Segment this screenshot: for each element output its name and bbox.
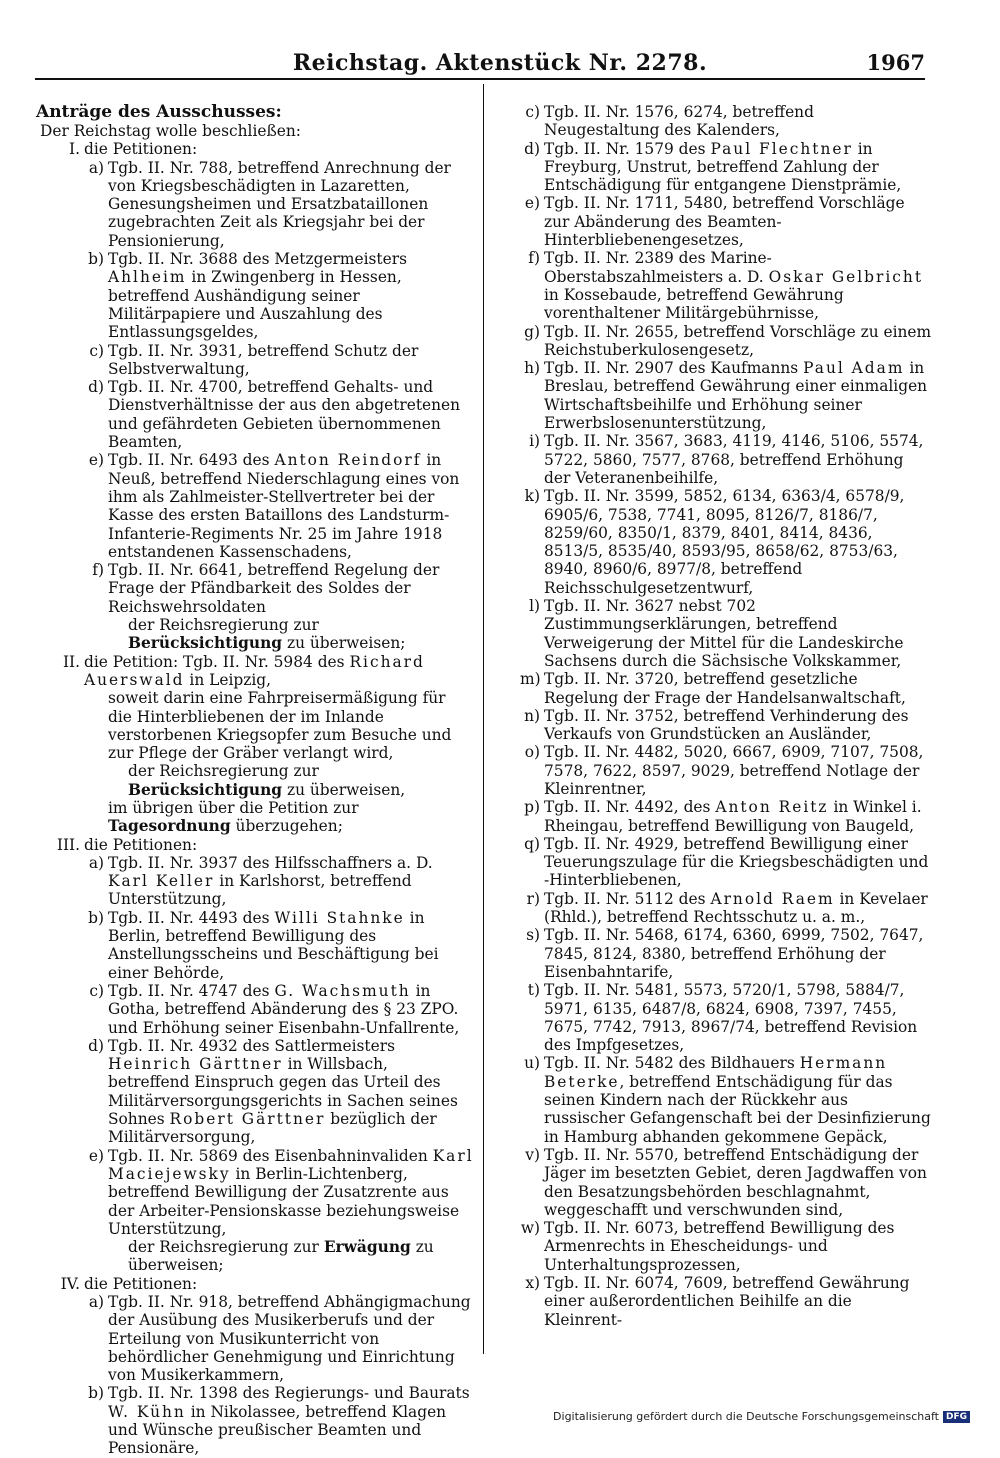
list-item: c) Tgb. II. Nr. 1576, 6274, betreffend Neugestaltung des Kalenders, [525,103,814,140]
resolution-text: im übrigen über die Petition zur Tagesordnung überzugehen; [108,798,359,836]
list-item: s) Tgb. II. Nr. 5468, 6174, 6360, 6999, 7502, 7647, 7845, 8124, 8380, betreffend Erhöhung der Eisenbahntarife, [526,926,924,981]
person-name: Robert Gärttner [169,1110,326,1129]
petition-body: soweit darin eine Fahrpreisermäßigung für die Hinterbliebenen der im Inlande verstorbenen Kriegsopfer zum Besuche und zur Pflege der Gräber verlangt wird, [108,689,452,763]
list-item: i) Tgb. II. Nr. 3567, 3683, 4119, 4146, 5106, 5574, 5722, 5860, 7577, 8768, betreffend Erhöhung der Veteranenbeihilfe, [529,432,924,487]
column-divider [483,84,484,1354]
list-item: d) Tgb. II. Nr. 4700, betreffend Gehalts- und Dienstverhältnisse der aus den abgetretenen und gefährdeten Gebieten übernommenen Beamten, [88,378,461,452]
list-item: t) Tgb. II. Nr. 5481, 5573, 5720/1, 5798, 5884/7, 5971, 6135, 6487/8, 6824, 6908, 7397, 7455, 7675, 7742, 7913, 8967/74, betreffend Revision des Impfgesetzes, [527,981,918,1055]
section-ii-heading: II. die Petition: Tgb. II. Nr. 5984 des Richard Auerswald in Leipzig, [36,653,474,690]
person-name: W. Kühn [108,1402,186,1421]
person-name: Paul Flechtner [710,139,853,158]
list-item: d) Tgb. II. Nr. 4932 des Sattlermeisters Heinrich Gärttner in Willsbach, betreffend Einspruch gegen das Urteil des Militärversorgungsgerichts in Sachen seines Sohnes Robert Gärttner bezüglich der Militärversorgung, [88,1036,458,1147]
person-name: Richard Auerswald [84,652,425,689]
dfg-logo-icon: DFG [943,1411,970,1423]
roman-numeral: III. [56,835,80,854]
person-name: Paul Adam [803,359,905,378]
roman-numeral: IV. [60,1274,80,1293]
list-item: p) Tgb. II. Nr. 4492, des Anton Reitz in Winkel i. Rheingau, betreffend Bewilligung von Baugeld, [524,798,922,835]
person-name: Oskar Gelbricht [768,267,924,286]
intro-text: Der Reichstag wolle beschließen: [40,122,301,140]
list-item: m) Tgb. II. Nr. 3720, betreffend gesetzliche Regelung der Frage der Handelsanwaltschaft, [520,670,906,707]
list-item: q) Tgb. II. Nr. 4929, betreffend Bewilligung einer Teuerungszulage für die Kriegsbeschädigten und -Hinterbliebenen, [524,834,929,890]
resolution-text: der Reichsregierung zur Berücksichtigung zu überweisen; [128,616,406,653]
person-name: Karl Maciejewsky [108,1146,474,1183]
page-header [0,0,1000,80]
list-item: l) Tgb. II. Nr. 3627 nebst 702 Zustimmungserklärungen, betreffend Verweigerung der Mittel für die Landeskirche Sachsens durch die Sächsische Volkskammer, [529,597,904,670]
person-name: Heinrich Gärttner [108,1055,283,1074]
list-item: b) Tgb. II. Nr. 3688 des Metzgermeisters Ahlheim in Zwingenberg in Hessen, betreffend Aushändigung seiner Militärpapiere und Auszahlung des Entlassungsgeldes, [88,250,407,342]
left-column [36,102,474,1458]
list-item: a) Tgb. II. Nr. 3937 des Hilfsschaffners a. D. Karl Keller in Karlshorst, betreffend Unterstützung, [88,853,433,909]
list-item: g) Tgb. II. Nr. 2655, betreffend Vorschläge zu einem Reichstuberkulosengesetz, [524,322,932,359]
list-item: f) Tgb. II. Nr. 6641, betreffend Regelung der Frage der Pfändbarkeit des Soldes der Reichswehrsoldaten [92,561,440,616]
person-name: Anton Reitz [715,798,829,817]
section-i-heading: I. die Petitionen: [36,140,474,158]
list-item: o) Tgb. II. Nr. 4482, 5020, 6667, 6909, 7107, 7508, 7578, 7622, 8597, 9029, betreffend Notlage der Kleinrentner, [524,743,924,798]
running-title: Reichstag. Aktenstück Nr. 2278. [292,50,708,76]
person-name: Willi Stahnke [274,908,405,927]
person-name: Ahlheim [108,268,187,287]
list-item: k) Tgb. II. Nr. 3599, 5852, 6134, 6363/4, 6578/9, 6905/6, 7538, 7741, 8095, 8126/7, 8186/7, 8259/60, 8350/1, 8379, 8401, 8414, 8436, 8513/5, 8535/40, 8593/95, 8658/62, 8753/63, 8940, 8960/6, 8977/8, betreffend Reichsschulgesetzentwurf, [524,487,905,597]
list-item: w) Tgb. II. Nr. 6073, betreffend Bewilligung des Armenrechts in Ehescheidungs- und Unterhaltungsprozessen, [520,1219,895,1274]
list-item: e) Tgb. II. Nr. 5869 des Eisenbahninvaliden Karl Maciejewsky in Berlin-Lichtenberg, betreffend Bewilligung der Zusatzrente aus der Arbeiter-Pensionskasse beziehungsweise Unterstützung, [88,1146,474,1238]
resolution-text: der Reichsregierung zur Erwägung zu überweisen; [128,1238,434,1275]
header-rule [35,78,925,80]
person-name: Anton Reindorf [274,451,422,470]
section-title: Anträge des Ausschusses: [36,102,282,122]
resolution-text: der Reichsregierung zur Berücksichtigung zu überweisen, [128,762,406,799]
list-item: e) Tgb. II. Nr. 6493 des Anton Reindorf in Neuß, betreffend Niederschlagung eines von ihm als Zahlmeister-Stellvertreter bei der Kasse des ersten Bataillons des Landsturm-Infanterie-Regiments Nr. 25 im Jahre 1918 entstandenen Kassenschadens, [88,451,460,561]
list-item: a) Tgb. II. Nr. 788, betreffend Anrechnung der von Kriegsbeschädigten in Lazaretten, Genesungsheimen und Ersatzbataillonen zugebrachten Zeit als Kriegsjahr bei der Pensionierung, [88,158,451,250]
page-number: 1967 [866,50,925,75]
roman-numeral: II. [62,652,80,671]
person-name: Hermann Beterke [544,1054,888,1091]
list-item: c) Tgb. II. Nr. 3931, betreffend Schutz der Selbstverwaltung, [89,341,419,378]
person-name: Karl Keller [108,872,215,891]
list-item: b) Tgb. II. Nr. 4493 des Willi Stahnke in Berlin, betreffend Bewilligung des Anstellungsscheins und Beschäftigung bei einer Behörde, [88,908,439,982]
right-column [520,103,932,1348]
list-item: e) Tgb. II. Nr. 1711, 5480, betreffend Vorschläge zur Abänderung des Beamten-Hinterbliebenengesetzes, [524,194,905,250]
roman-numeral: I. [69,140,80,159]
list-item: f) Tgb. II. Nr. 2389 des Marine-Oberstabszahlmeisters a. D. Oskar Gelbricht in Kossebaude, betreffend Gewährung vorenthaltener Militärgebührnisse, [528,249,924,323]
list-item: n) Tgb. II. Nr. 3752, betreffend Verhinderung des Verkaufs von Grundstücken an Ausländer, [524,706,909,744]
person-name: Arnold Raem [710,889,835,908]
section-iv-heading: IV. die Petitionen: [36,1275,474,1293]
list-item: r) Tgb. II. Nr. 5112 des Arnold Raem in Kevelaer (Rhld.), betreffend Rechtsschutz u. a. m., [526,889,928,927]
digitization-credit: Digitalisierung gefördert durch die Deutsche Forschungsgemeinschaft DFG [553,1410,970,1423]
list-item: v) Tgb. II. Nr. 5570, betreffend Entschädigung der Jäger im besetzten Gebiet, deren Jagdwaffen von den Besatzungsbehörden beschlagnahmt, weggeschafft und verschwunden sind, [525,1145,927,1219]
list-item: x) Tgb. II. Nr. 6074, 7609, betreffend Gewährung einer außerordentlichen Beihilfe an die Kleinrent- [525,1274,910,1329]
list-item: c) Tgb. II. Nr. 4747 des G. Wachsmuth in Gotha, betreffend Abänderung des § 23 ZPO. und Erhöhung seiner Eisenbahn-Unfallrente, [89,981,460,1037]
person-name: G. Wachsmuth [274,981,411,1000]
section-iii-heading: III. die Petitionen: [36,836,474,854]
list-item: u) Tgb. II. Nr. 5482 des Bildhauers Hermann Beterke, betreffend Entschädigung für das seinen Kindern nach der Rückkehr aus russischer Gefangenschaft bei der Desinfizierung in Hamburg abhanden gekommene Gepäck, [524,1054,931,1146]
list-item: a) Tgb. II. Nr. 918, betreffend Abhängigmachung der Ausübung des Musikerberufs und der Erteilung von Musikunterricht von behördlicher Genehmigung und Einrichtung von Musikerkammern, [88,1293,471,1385]
list-item: d) Tgb. II. Nr. 1579 des Paul Flechtner in Freyburg, Unstrut, betreffend Zahlung der Entschädigung für entgangene Dienstprämie, [524,139,902,195]
list-item: h) Tgb. II. Nr. 2907 des Kaufmanns Paul Adam in Breslau, betreffend Gewährung einer einmaligen Wirtschaftsbeihilfe und Erhöhung seiner Erwerbslosenunterstützung, [524,359,928,433]
list-item: b) Tgb. II. Nr. 1398 des Regierungs- und Baurats W. Kühn in Nikolassee, betreffend Klagen und Wünsche preußischer Beamten und Pensionäre, [88,1384,470,1458]
